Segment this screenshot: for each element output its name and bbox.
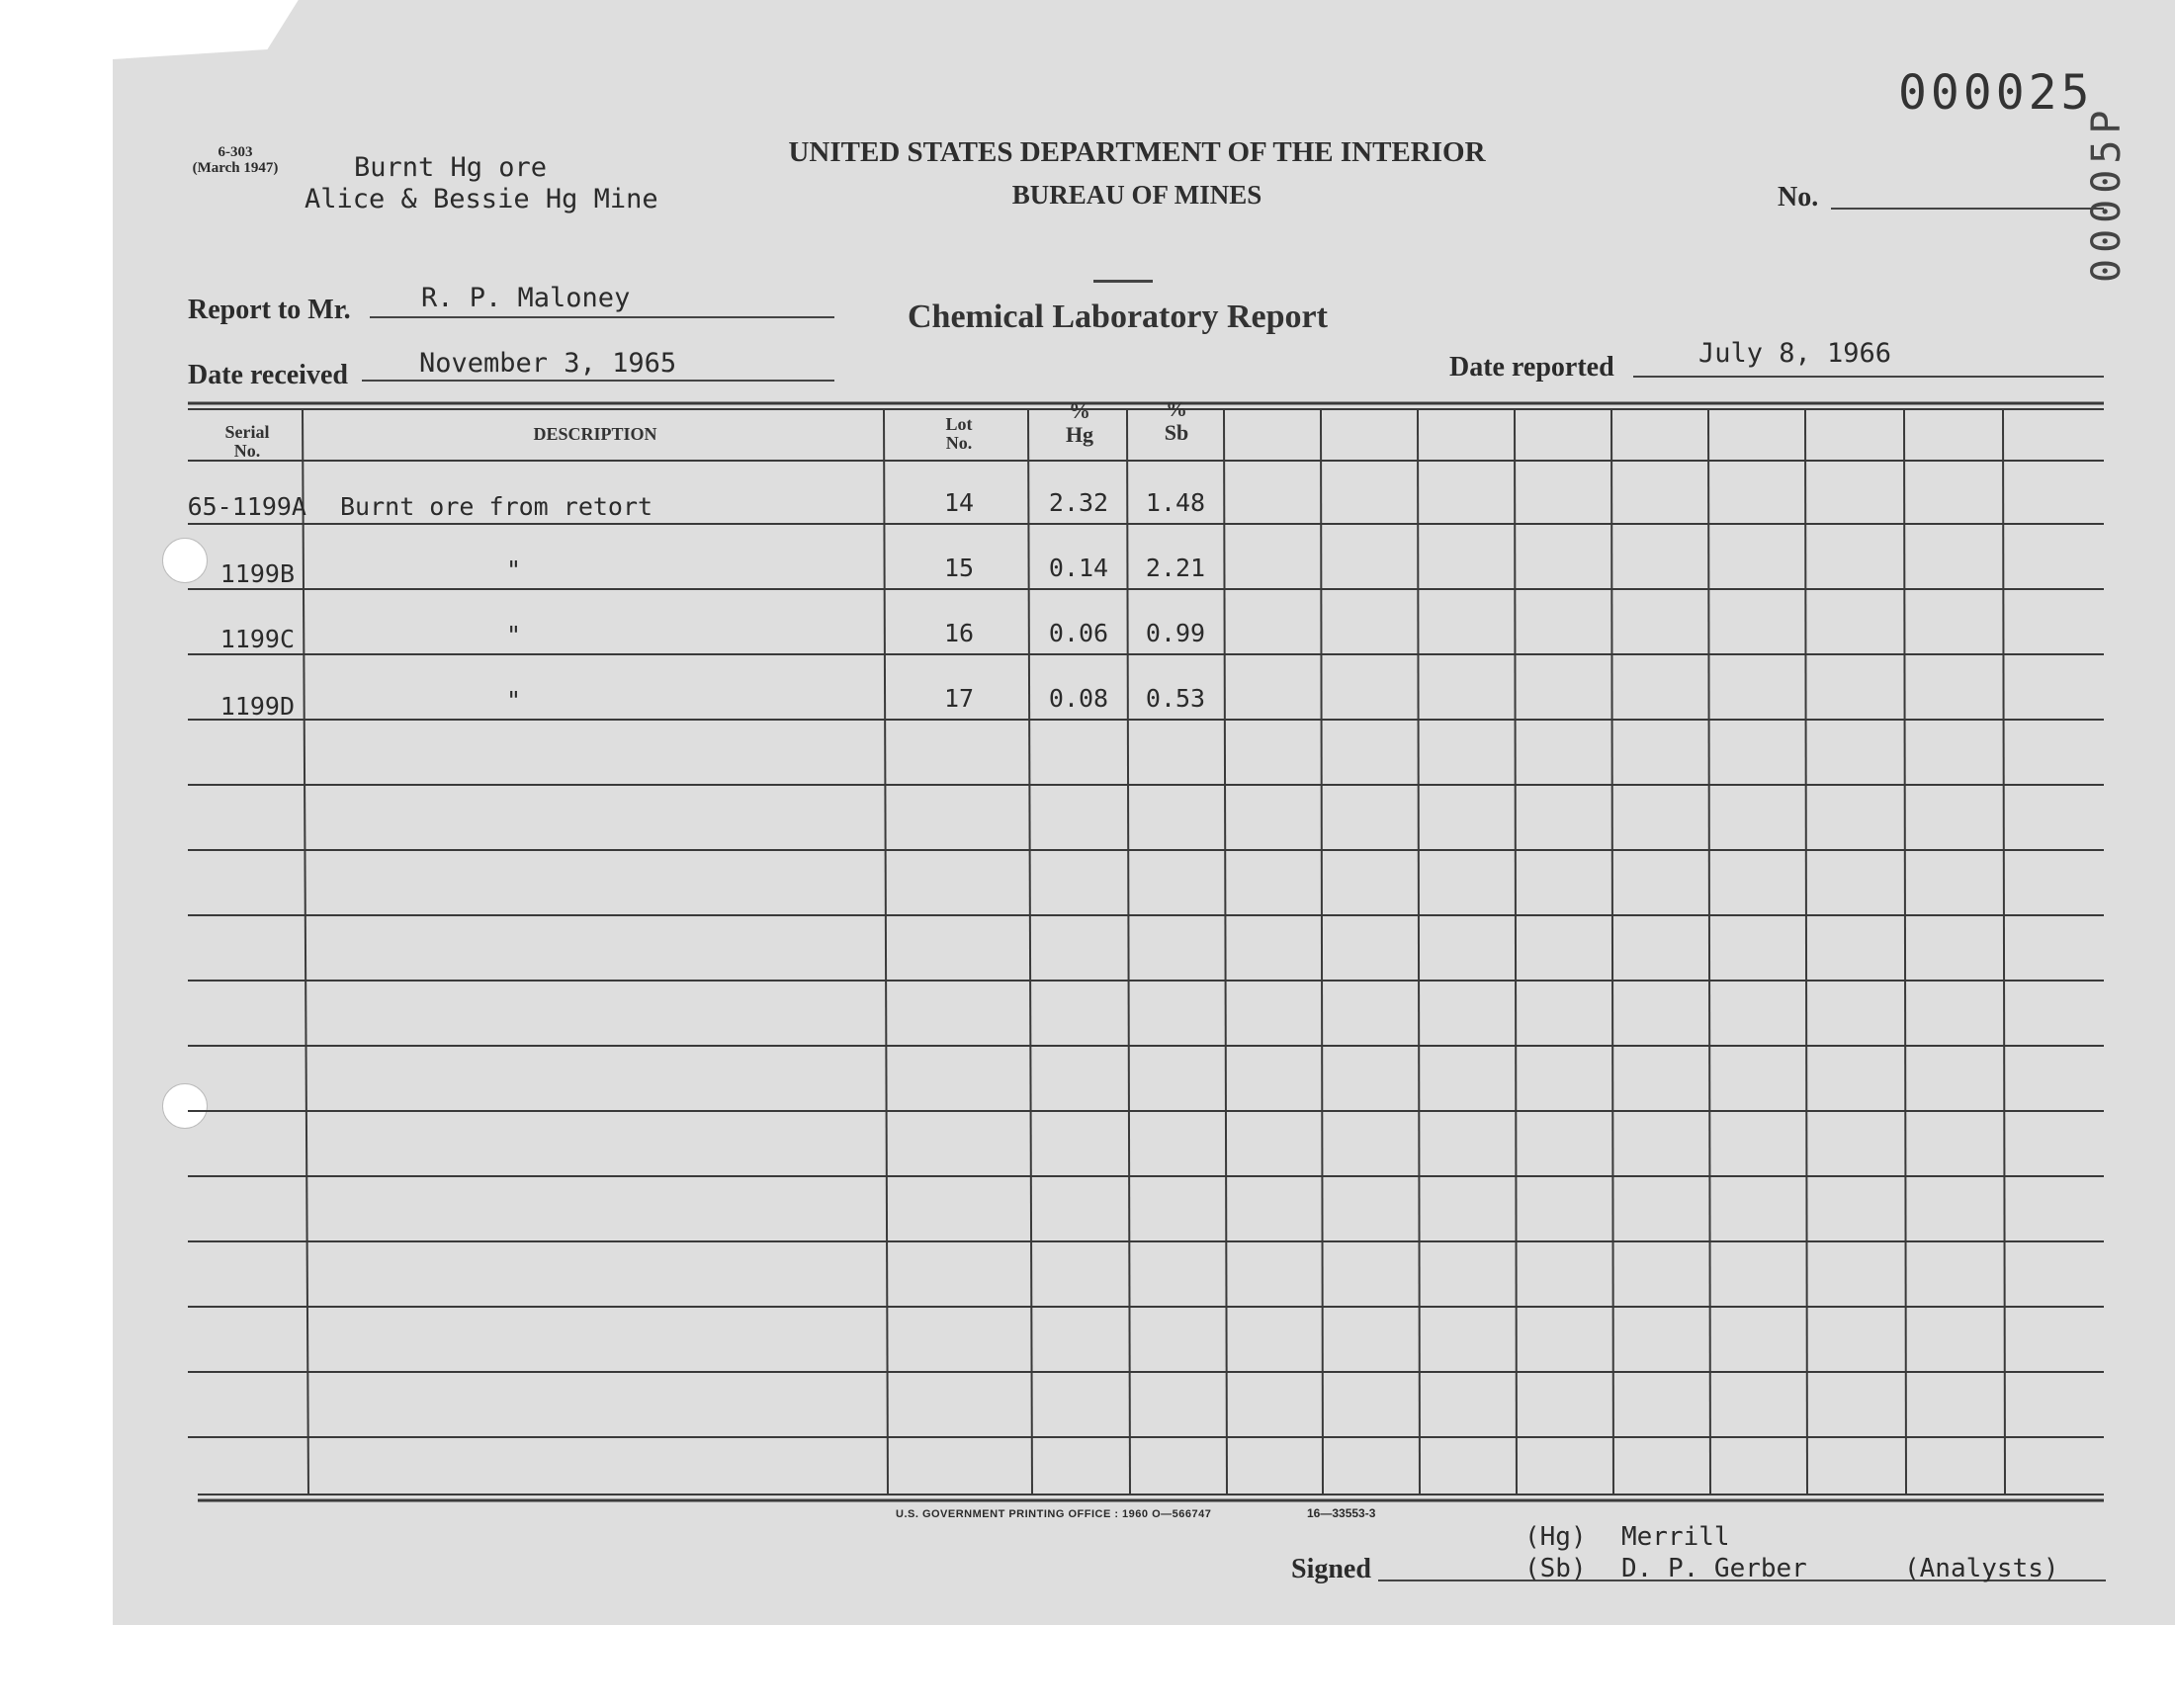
hg-percent-sign: %	[1069, 398, 1090, 423]
hg-analyst-tag: (Hg)	[1524, 1522, 1587, 1552]
report-to-value: R. P. Maloney	[421, 283, 631, 313]
date-reported-label: Date reported	[1449, 352, 1614, 383]
sb-header-label: Sb	[1164, 420, 1189, 445]
description-cell: "	[506, 686, 522, 715]
sb-header	[1129, 397, 1224, 445]
date-reported-value: July 8, 1966	[1698, 338, 1892, 369]
serial-cell: 65-1199A	[187, 492, 306, 521]
analysts-label: (Analysts)	[1904, 1554, 2059, 1583]
description-header: DESCRIPTION	[533, 424, 657, 444]
serial-cell: 1199B	[219, 559, 295, 588]
hg-cell: 2.32	[1048, 488, 1109, 517]
lot-cell: 15	[943, 554, 975, 582]
date-received-value: November 3, 1965	[419, 348, 677, 379]
lot-cell: 16	[943, 619, 975, 647]
hg-cell: 0.06	[1048, 619, 1109, 647]
hg-header	[1032, 399, 1127, 447]
hg-cell: 0.08	[1048, 684, 1109, 713]
description-cell: Burnt ore from retort	[340, 492, 653, 521]
document-number: 000025	[1898, 65, 2094, 121]
hg-header-label: Hg	[1065, 422, 1094, 447]
form-date: (March 1947)	[192, 160, 279, 176]
sb-analyst-name: D. P. Gerber	[1621, 1554, 1807, 1583]
typed-material: Burnt Hg ore	[354, 152, 548, 183]
sb-cell: 2.21	[1145, 554, 1206, 582]
form-code: 16—33553-3	[1307, 1506, 1376, 1520]
signed-label: Signed	[1291, 1554, 1371, 1584]
lot-cell: 14	[943, 488, 975, 517]
hg-cell: 0.14	[1048, 554, 1109, 582]
sb-cell: 0.53	[1145, 684, 1206, 713]
description-cell: "	[506, 621, 522, 649]
sb-percent-sign: %	[1166, 396, 1187, 421]
sb-cell: 1.48	[1145, 488, 1206, 517]
description-cell: "	[506, 555, 522, 584]
report-to-label: Report to Mr.	[188, 295, 351, 325]
serial-cell: 1199C	[219, 625, 295, 653]
report-title: Chemical Laboratory Report	[908, 299, 1328, 335]
bureau-name: BUREAU OF MINES	[1011, 180, 1262, 210]
sb-analyst-tag: (Sb)	[1524, 1554, 1587, 1583]
date-received-label: Date received	[188, 360, 348, 390]
hg-analyst-name: Merrill	[1621, 1522, 1730, 1552]
lot-header-line1: Lot	[945, 414, 973, 434]
lot-header	[890, 415, 1028, 453]
serial-header-line2: No.	[233, 441, 261, 461]
agency-name: UNITED STATES DEPARTMENT OF THE INTERIOR	[788, 136, 1486, 168]
printer-line: U.S. GOVERNMENT PRINTING OFFICE : 1960 O—566747	[896, 1508, 1212, 1520]
sb-cell: 0.99	[1145, 619, 1206, 647]
lot-cell: 17	[943, 684, 975, 713]
typed-mine-name: Alice & Bessie Hg Mine	[304, 184, 658, 214]
lot-header-line2: No.	[945, 433, 973, 453]
serial-header-line1: Serial	[224, 422, 270, 442]
side-stamp-number: 00005P	[2084, 104, 2130, 283]
number-label: No.	[1778, 182, 1819, 213]
serial-cell: 1199D	[219, 692, 295, 721]
serial-header	[198, 423, 297, 461]
form-number: 6-303	[218, 144, 253, 160]
